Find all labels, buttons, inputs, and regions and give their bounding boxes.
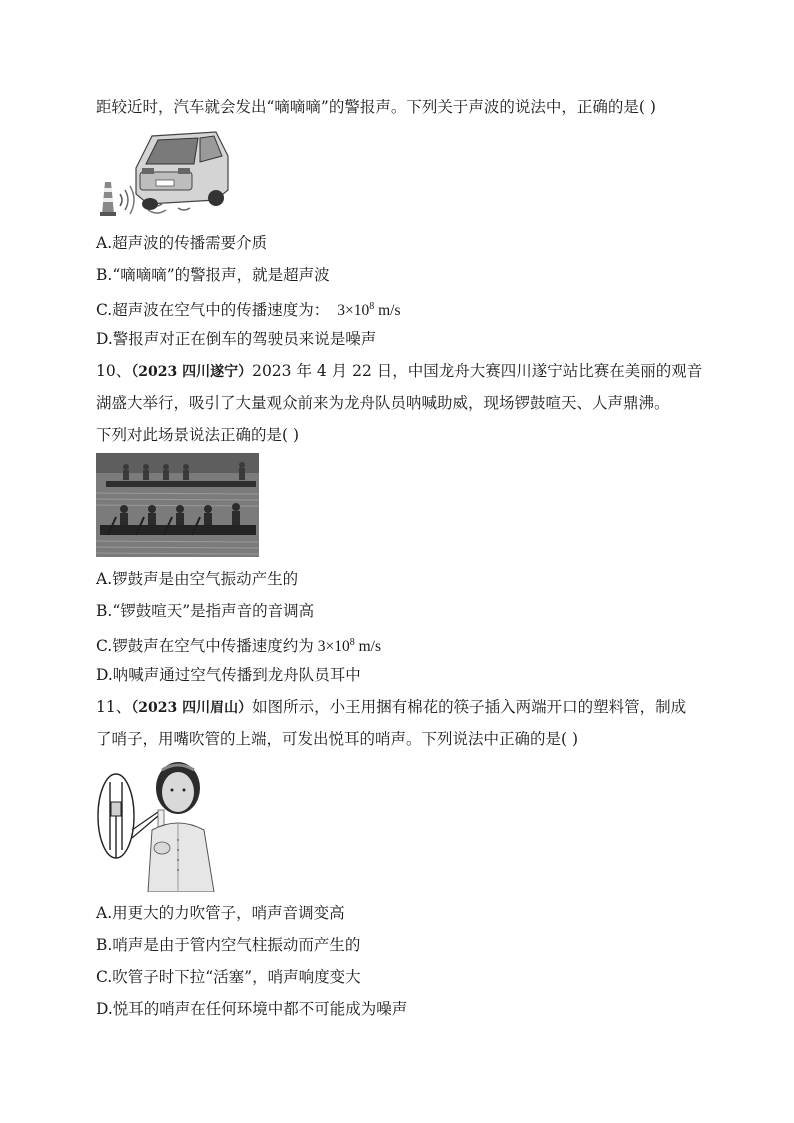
q10-stem-2: 湖盛大举行，吸引了大量观众前来为龙舟队员呐喊助威，现场锣鼓喧天、人声鼎沸。 [96,394,670,412]
dragon-boat-photo [96,453,259,557]
q11-number: 11、 [96,698,132,716]
q10-option-a: A.锣鼓声是由空气振动产生的 [96,570,299,588]
q9-option-b: B.“嘀嘀嘀”的警报声，就是超声波 [96,266,330,284]
q9-option-d: D.警报声对正在倒车的驾驶员来说是噪声 [96,330,377,348]
q9-option-c [96,296,401,322]
q9-stem: 距较近时，汽车就会发出“嘀嘀嘀”的警报声。下列关于声波的说法中，正确的是( ) [96,98,656,116]
q10-option-d: D.呐喊声通过空气传播到龙舟队员耳中 [96,666,361,684]
girl-whistle-figure [96,760,220,892]
q9-speed-exponent: 8 [369,301,375,312]
q11-option-a: A.用更大的力吹管子，哨声音调变高 [96,904,345,922]
q10-stem-line-1 [96,360,702,383]
q11-option-b: B.哨声是由于管内空气柱振动而产生的 [96,936,361,954]
q11-source: （2023 四川眉山） [131,700,253,716]
reversing-car-figure [96,128,232,218]
q10-speed-unit: m/s [354,638,382,656]
q11-option-d: D.悦耳的哨声在任何环境中都不可能成为噪声 [96,1000,408,1018]
q9-option-c-text: C.超声波在空气中的传播速度为： [96,301,330,320]
q10-source: （2023 四川遂宁） [131,364,253,380]
q10-stem-3: 下列对此场景说法正确的是( ) [96,426,300,444]
q11-option-c: C.吹管子时下拉“活塞”，哨声响度变大 [96,968,361,986]
q10-number: 10、 [96,362,132,380]
q10-option-b: B.“锣鼓喧天”是指声音的音调高 [96,602,315,620]
q9-option-a: A.超声波的传播需要介质 [96,234,268,252]
q10-option-c [96,632,381,658]
q10-option-c-text: C.锣鼓声在空气中传播速度约为 [96,637,314,656]
q9-speed-value: 3×10 [337,302,370,320]
q11-stem-2: 了哨子，用嘴吹管的上端，可发出悦耳的哨声。下列说法中正确的是( ) [96,730,579,748]
q10-speed-exponent: 8 [349,637,355,648]
q11-stem-1: 如图所示，小王用捆有棉花的筷子插入两端开口的塑料管，制成 [252,698,687,716]
q9-speed-unit: m/s [374,302,401,320]
q10-speed-value: 3×10 [317,638,350,656]
q11-stem-line-1 [96,696,686,719]
q10-stem-1: 2023 年 4 月 22 日，中国龙舟大赛四川遂宁站比赛在美丽的观音 [252,362,703,380]
